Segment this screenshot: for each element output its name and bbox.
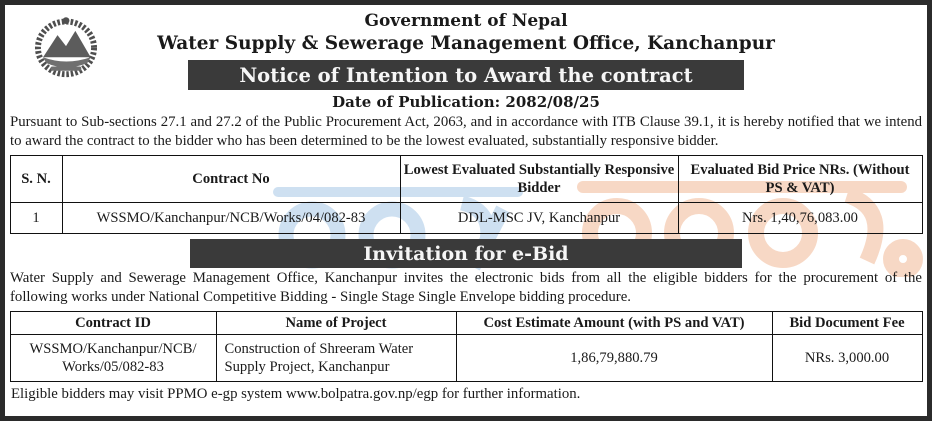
ebid-cell-contract-id: WSSMO/Kanchanpur/NCB/ Works/05/082-83 [10, 335, 216, 382]
ebid-col-cost-estimate: Cost Estimate Amount (with PS and VAT) [456, 312, 772, 335]
document-header [5, 5, 927, 56]
award-cell-bid-price: Nrs. 1,40,76,083.00 [678, 203, 922, 234]
award-cell-sn: 1 [10, 203, 62, 234]
award-col-sn: S. N. [10, 156, 62, 203]
award-cell-contract-no: WSSMO/Kanchanpur/NCB/Works/04/082-83 [62, 203, 400, 234]
award-col-contract-no: Contract No [62, 156, 400, 203]
award-col-bidder: Lowest Evaluated Substantially Responsive Bidder [400, 156, 678, 203]
award-col-bid-price: Evaluated Bid Price NRs. (Without PS & VAT) [678, 156, 922, 203]
ebid-cell-cost-estimate: 1,86,79,880.79 [456, 335, 772, 382]
award-table-header-row [10, 156, 922, 203]
ebid-table-row [10, 335, 922, 382]
ebid-col-doc-fee: Bid Document Fee [772, 312, 922, 335]
org-name-line1: Government of Nepal [364, 11, 568, 31]
org-name-line2: Water Supply & Sewerage Management Office, Kanchanpur [157, 33, 775, 54]
notice-banner: Notice of Intention to Award the contract [188, 60, 744, 90]
award-table [10, 155, 923, 234]
ebid-cell-project-name: Construction of Shreeram Water Supply Project, Kanchanpur [216, 335, 456, 382]
intro-paragraph: Pursuant to Sub-sections 27.1 and 27.2 of the Public Procurement Act, 2063, and in accordance with ITB Clause 39.1, it is hereby notified that we intend to award the contract to the bidder who has been determined to be the lowest evaluated, substantially responsive bidder. [10, 114, 922, 149]
ebid-table [10, 311, 923, 382]
ebid-banner: Invitation for e-Bid [190, 239, 742, 268]
award-cell-bidder: DDL-MSC JV, Kanchanpur [400, 203, 678, 234]
publication-date: Date of Publication: 2082/08/25 [332, 93, 600, 111]
ebid-cell-doc-fee: NRs. 3,000.00 [772, 335, 922, 382]
ebid-table-header-row [10, 312, 922, 335]
ebid-paragraph: Water Supply and Sewerage Management Office, Kanchanpur invites the electronic bids from all the eligible bidders for the procurement of the following works under National Competitive Bidding - Single Stage Single Envelope bidding procedure. [10, 270, 922, 305]
ebid-col-project-name: Name of Project [216, 312, 456, 335]
nepal-emblem-icon [23, 13, 109, 81]
ebid-col-contract-id: Contract ID [10, 312, 216, 335]
award-table-row [10, 203, 922, 234]
footer-note: Eligible bidders may visit PPMO e-gp system www.bolpatra.gov.np/egp for further information. [11, 386, 581, 402]
